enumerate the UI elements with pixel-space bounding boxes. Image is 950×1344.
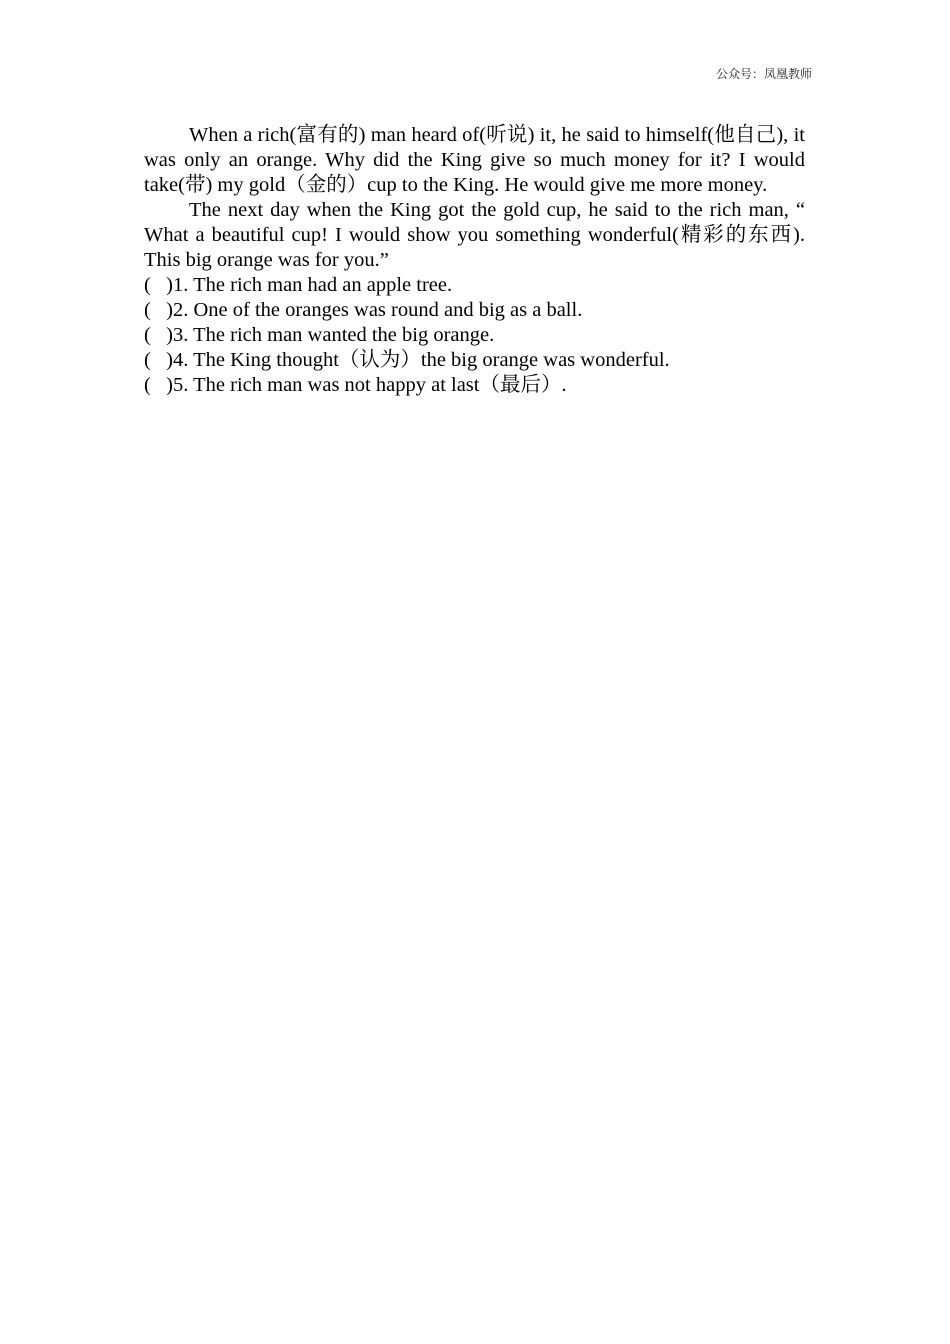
- answer-blank: ( ): [144, 374, 173, 396]
- question-text: 5. The rich man was not happy at last（最后）.: [173, 374, 567, 396]
- document-body: [144, 123, 805, 398]
- passage-paragraph: The next day when the King got the gold cup, he said to the rich man, “ What a beautiful cup! I would show you something wonderful(精彩的东西). This big orange was for you.”: [144, 199, 805, 271]
- answer-blank: ( ): [144, 349, 173, 371]
- question-item: [144, 348, 805, 373]
- question-item: [144, 323, 805, 348]
- answer-blank: ( ): [144, 274, 173, 296]
- question-text: 1. The rich man had an apple tree.: [173, 274, 453, 296]
- answer-blank: ( ): [144, 324, 173, 346]
- question-text: 2. One of the oranges was round and big as a ball.: [173, 299, 583, 321]
- question-item: [144, 373, 805, 398]
- true-false-questions: [144, 273, 805, 398]
- question-item: [144, 273, 805, 298]
- question-text: 4. The King thought（认为）the big orange was wonderful.: [173, 349, 670, 371]
- answer-blank: ( ): [144, 299, 173, 321]
- question-item: [144, 298, 805, 323]
- page-header: 公众号：凤凰教师: [715, 67, 812, 81]
- passage-paragraph: When a rich(富有的) man heard of(听说) it, he said to himself(他自己), it was only an orange. Why did the King give so much money for it? I would take(带) my gold（金的）cup to the King. He would give me more money.: [144, 124, 805, 196]
- question-text: 3. The rich man wanted the big orange.: [173, 324, 495, 346]
